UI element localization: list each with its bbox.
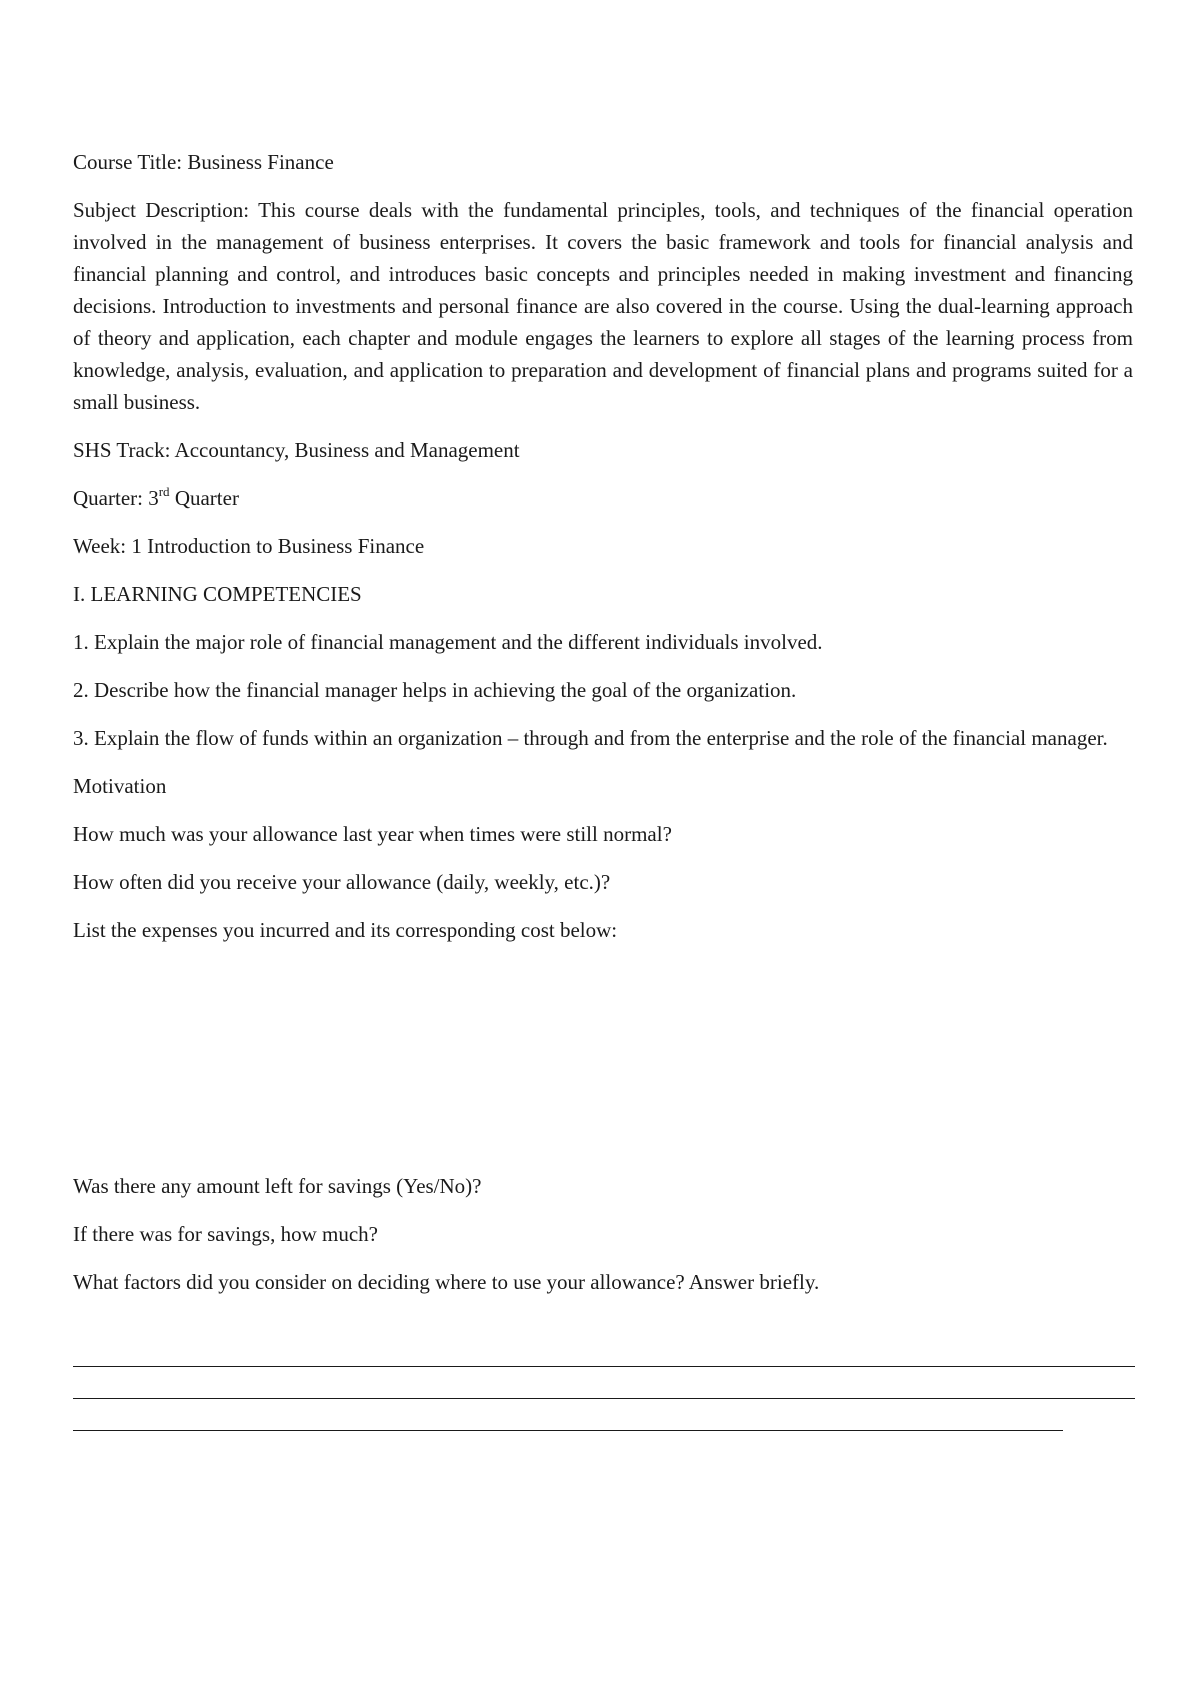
competency-item: 1. Explain the major role of financial management and the different individuals involved. — [73, 630, 823, 654]
answer-line[interactable] — [73, 1430, 1063, 1431]
week: Week: 1 Introduction to Business Finance — [73, 534, 425, 558]
motivation-question: How much was your allowance last year when times were still normal? — [73, 822, 672, 846]
competencies-heading: I. LEARNING COMPETENCIES — [73, 582, 362, 606]
quarter-suffix: Quarter — [169, 486, 239, 510]
motivation-heading: Motivation — [73, 774, 167, 798]
answer-lines — [73, 1366, 1135, 1462]
document-body — [73, 146, 1133, 1314]
quarter-prefix: Quarter: 3 — [73, 486, 159, 510]
quarter — [73, 482, 1133, 514]
motivation-question: List the expenses you incurred and its corresponding cost below: — [73, 918, 618, 942]
subject-description: Subject Description: This course deals with the fundamental principles, tools, and techniques of the financial operation involved in the management of business enterprises. It covers the basic framework and tools for financial analysis and financial planning and control, and introduces basic concepts and principles needed in making investment and financing decisions. Introduction to investments and personal finance are also covered in the course. Using the dual-learning approach of theory and application, each chapter and module engages the learners to explore all stages of the learning process from knowledge, analysis, evaluation, and application to preparation and development of financial plans and programs suited for a small business. — [73, 198, 1133, 414]
motivation-question: How often did you receive your allowance (daily, weekly, etc.)? — [73, 870, 611, 894]
shs-track: SHS Track: Accountancy, Business and Management — [73, 438, 520, 462]
motivation-followup: Was there any amount left for savings (Yes/No)? — [73, 1174, 482, 1198]
course-title: Course Title: Business Finance — [73, 150, 334, 174]
quarter-superscript: rd — [158, 484, 170, 499]
competency-item: 3. Explain the flow of funds within an organization – through and from the enterprise and the role of the financial manager. — [73, 726, 1108, 750]
answer-line[interactable] — [73, 1398, 1135, 1399]
answer-line[interactable] — [73, 1366, 1135, 1367]
expense-answer-space[interactable] — [73, 962, 1133, 1170]
competency-item: 2. Describe how the financial manager helps in achieving the goal of the organization. — [73, 678, 797, 702]
motivation-followup: If there was for savings, how much? — [73, 1222, 378, 1246]
motivation-followup: What factors did you consider on deciding where to use your allowance? Answer briefly. — [73, 1270, 820, 1294]
